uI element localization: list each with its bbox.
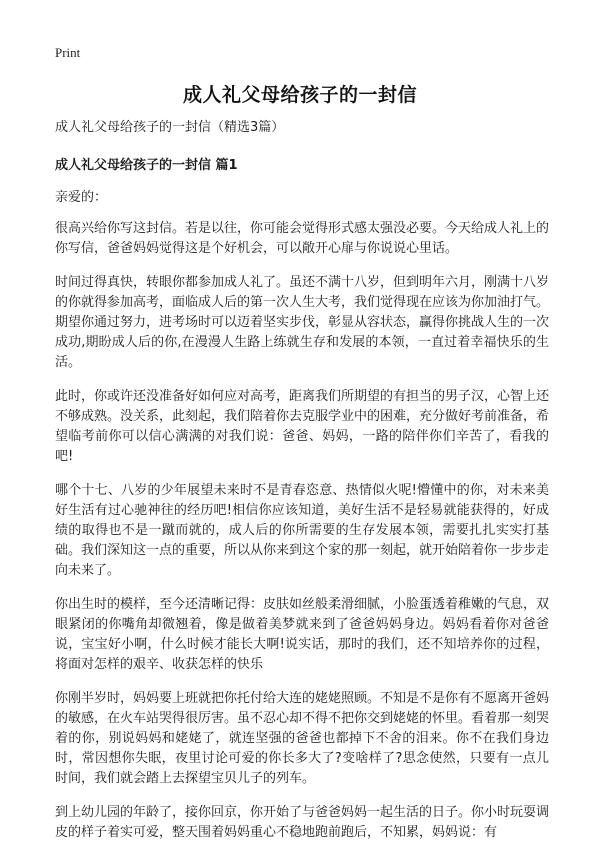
paragraph: 你出生时的模样，至今还清晰记得：皮肤如丝般柔滑细腻，小脸蛋透着稚嫩的气息，双眼紧闭的你嘴角却微翘着，像是做着美梦就来到了爸爸妈妈身边。妈妈看着你对爸爸说，宝宝好小啊，什么时候才能长大啊!说实话，那时的我们，还不知培养你的过程，将面对怎样的艰辛、收获怎样的快乐 — [55, 597, 550, 672]
document-body — [55, 118, 549, 857]
document-subtitle: 成人礼父母给孩子的一封信（精选3篇） — [55, 120, 285, 135]
document-title: 成人礼父母给孩子的一封信 — [182, 84, 417, 106]
print-link[interactable]: Print — [55, 45, 81, 60]
letter-greeting: 亲爱的： — [55, 190, 108, 205]
paragraph: 很高兴给你写这封信。若是以往，你可能会觉得形式感太强没必要。今天给成人礼上的你写信，爸爸妈妈觉得这是个好机会，可以敞开心扉与你说说心里话。 — [55, 221, 550, 256]
paragraph: 时间过得真快，转眼你都参加成人礼了。虽还不满十八岁，但到明年六月，刚满十八岁的你就得参加高考，面临成人后的第一次人生大考，我们觉得现在应该为你加油打气。期望你通过努力，进考场时可以迈着坚实步伐，彰显从容状态，赢得你挑战人生的一次成功,期盼成人后的你,在漫漫人生路上练就生存和发展的本领，一直过着幸福快乐的生活。 — [55, 275, 550, 370]
paragraph: 哪个十七、八岁的少年展望未来时不是青春恣意、热情似火呢!懵懂中的你，对未来美好生活有过心驰神往的经历吧!相信你应该知道，美好生活不是轻易就能获得的，好成绩的取得也不是一蹴而就的，成人后的你所需要的生存发展本领，需要扎扎实实打基础。我们深知这一点的重要，所以从你来到这个家的那一刻起，就开始陪着你一步步走向未来了。 — [55, 483, 550, 578]
paragraph: 你刚半岁时，妈妈要上班就把你托付给大连的姥姥照顾。不知是不是你有不愿离开爸妈的敏感，在火车站哭得很厉害。虽不忍心却不得不把你交到姥姥的怀里。看着那一刻哭着的你，别说妈妈和姥姥了，就连坚强的爸爸也都掉下不舍的泪来。你不在我们身边时，常因想你失眠，夜里讨论可爱的你长多大了?变啥样了?思念使然，只要有一点儿时间，我们就会踏上去探望宝贝儿子的列车。 — [55, 691, 550, 786]
paragraph: 此时，你或许还没准备好如何应对高考，距离我们所期望的有担当的男子汉，心智上还不够成熟。没关系，此刻起，我们陪着你去克服学业中的困难，充分做好考前准备，希望临考前你可以信心满满的对我们说：爸爸、妈妈，一路的陪伴你们辛苦了，看我的吧! — [55, 389, 550, 464]
section-heading: 成人礼父母给孩子的一封信 篇1 — [55, 158, 238, 173]
paragraph: 到上幼儿园的年龄了，接你回京，你开始了与爸爸妈妈一起生活的日子。你小时玩耍调皮的样子着实可爱，整天围着妈妈重心不稳地跑前跑后，不知累，妈妈说：有 — [55, 805, 550, 840]
